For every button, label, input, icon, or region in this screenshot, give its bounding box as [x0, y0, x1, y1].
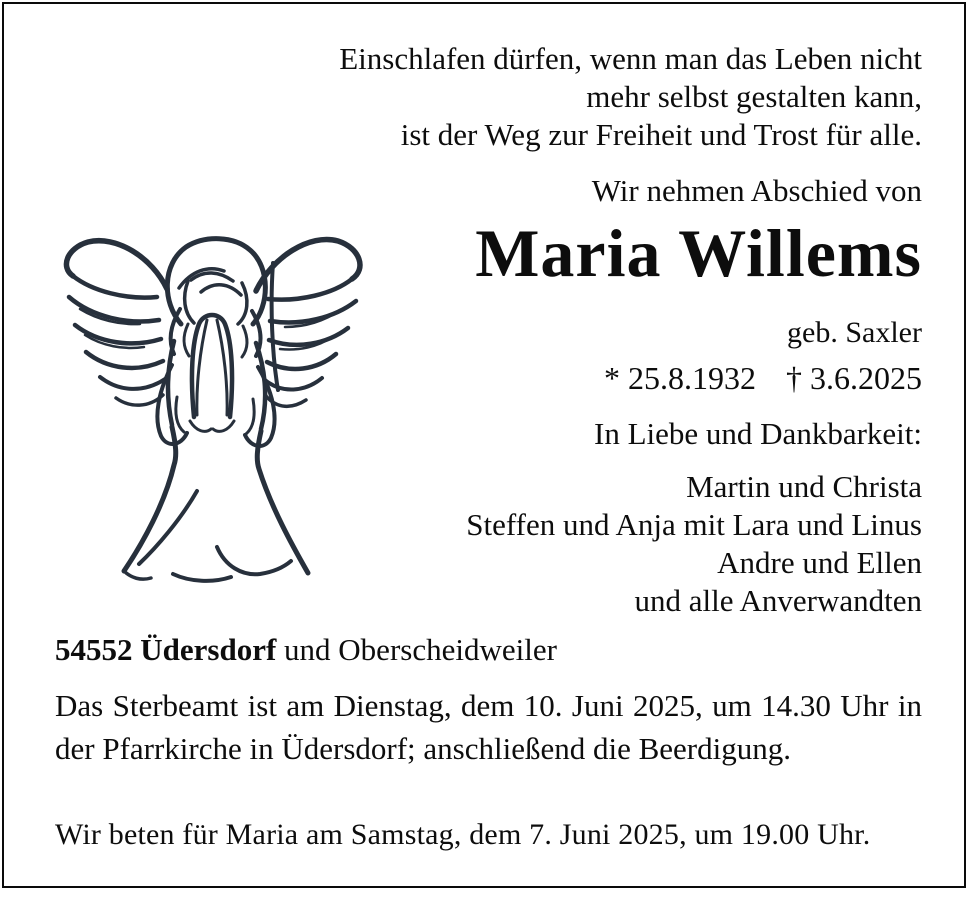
angel-praying-hands	[190, 315, 234, 431]
location-postal-town: 54552 Üdersdorf	[55, 632, 277, 667]
maiden-name: geb. Saxler	[787, 316, 922, 349]
angel-gown	[124, 427, 308, 581]
quote-line-1: Einschlafen dürfen, wenn man das Leben nicht	[339, 41, 922, 76]
angel-head	[167, 239, 265, 357]
prayer-announcement: Wir beten für Maria am Samstag, dem 7. Juni 2025, um 19.00 Uhr.	[55, 818, 871, 851]
gratitude-line: In Liebe und Dankbarkeit:	[594, 416, 922, 451]
mourner-line-4: und alle Anverwandten	[634, 583, 922, 618]
mourner-line-1: Martin und Christa	[686, 469, 922, 504]
angel-right-wing	[256, 239, 360, 406]
farewell-intro: Wir nehmen Abschied von	[591, 173, 922, 208]
praying-angel-icon	[40, 225, 380, 625]
mourner-line-2: Steffen und Anja mit Lara und Linus	[466, 507, 922, 542]
service-announcement: Das Sterbeamt ist am Dienstag, dem 10. Juni 2025, um 14.30 Uhr in der Pfarrkirche in Üdersdorf; anschließend die Beerdigung.	[55, 688, 922, 766]
location-line	[55, 634, 557, 665]
angel-left-wing	[66, 241, 167, 405]
quote-line-2: mehr selbst gestalten kann,	[586, 79, 922, 114]
mourner-line-3: Andre und Ellen	[717, 545, 922, 580]
location-second-town: und Oberscheidweiler	[284, 632, 557, 667]
deceased-name: Maria Willems	[475, 215, 922, 291]
birth-date: * 25.8.1932	[604, 360, 756, 396]
life-dates	[604, 362, 922, 394]
quote-line-3: ist der Weg zur Freiheit und Trost für alle.	[400, 117, 922, 152]
death-date: † 3.6.2025	[786, 360, 922, 396]
